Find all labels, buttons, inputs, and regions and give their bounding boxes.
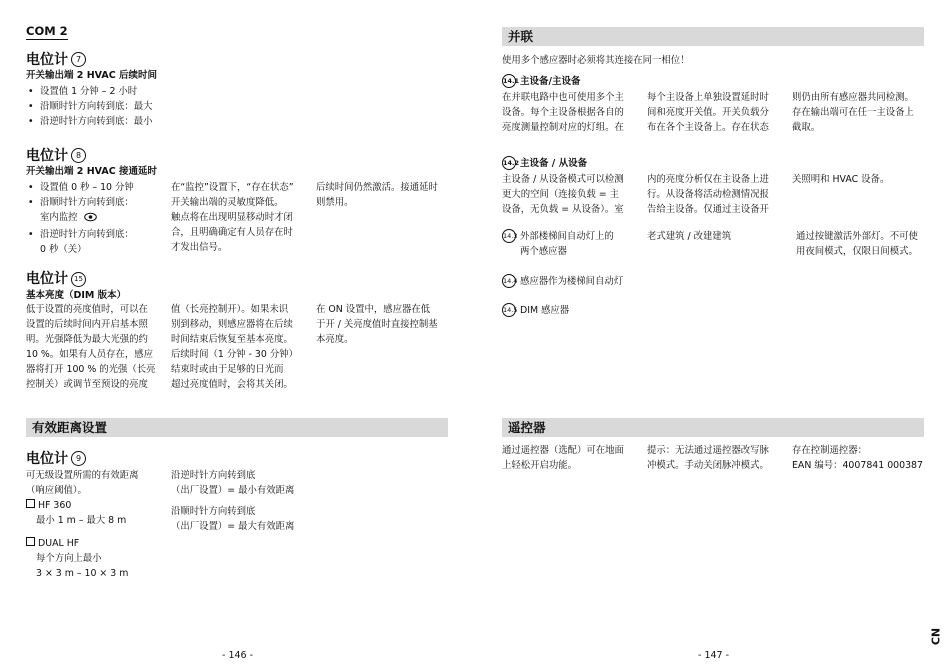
eye-icon [84,212,97,227]
poti8-col3 [316,180,451,210]
text-line: 值（长亮控制开）。如果未识 [171,304,289,315]
text-line: 沿顺时针方向转到底 [171,506,256,517]
text-line: 亮度测量控制对应的灯组。在 [502,122,624,133]
poti15-col3 [316,302,451,347]
text-line: 布在各个主设备上。存在状态 [647,122,769,133]
poti9-title-text: 电位计 [26,451,68,467]
poti8-title [26,145,86,165]
language-tab: CN [929,627,943,646]
poti8-col2 [171,180,306,255]
poti7-title [26,49,86,69]
text-line: 明。光强降低为最大光强的约 [26,334,148,345]
range-col2 [171,468,351,534]
text-line: 才发出信号。 [171,242,228,253]
text-line: 开关输出端的灵敏度降低。 [171,197,284,208]
text-line: （出厂设置）= 最大有效距离 [171,521,295,532]
text-line: 关照明和 HVAC 设备。 [792,174,890,185]
parallel-intro: 使用多个感应器时必须将其连接在同一相位！ [502,55,690,66]
poti15-number-circle: 15 [71,272,86,287]
poti8-title-text: 电位计 [26,148,68,164]
text-line: 则仍由所有感应器共同检测。 [792,92,914,103]
s141-col2 [647,90,779,135]
page-number-left: - 146 - [222,650,254,661]
list-item-sub [26,210,166,227]
s143-badge: 14.3 [502,229,516,243]
text-line: 存在控制遥控器： [792,445,868,456]
remote-col1 [502,443,637,473]
text-line: 10 %。如果有人员存在，感应 [26,349,153,360]
list-item-sub: 0 秒（关） [40,244,87,255]
poti15-col2 [171,302,306,392]
text-line: 提示：无法通过遥控器改写脉 [647,445,769,456]
text-line: 在并联电路中也可使用多个主 [502,92,624,103]
text-line: EAN 编号：4007841 000387 [792,460,923,471]
text-line: 触点将在出现明显移动时才闭 [171,212,293,223]
text-line: 用夜间模式，仅限日间模式。 [796,246,918,257]
sensor-icon [26,499,35,508]
text-line: 告给主设备。仅通过主设备开 [647,204,769,215]
text-line: 控制关）或调节至预设的亮度 [26,379,148,390]
text-line: 存在输出端可在任一主设备上 [792,107,914,118]
poti8-col1 [26,180,166,257]
text-line: 沿逆时针方向转到底 [171,470,256,481]
dual-hf-line [26,536,166,551]
section-bar-remote: 遥控器 [502,418,924,437]
text-line: 后续时间仍然激活。接通延时 [316,182,438,193]
text-line: 超过亮度值时，会将其关闭。 [171,379,293,390]
poti7-subtitle: 开关输出端 2 HVAC 后续时间 [26,70,158,81]
section-bar-parallel: 并联 [502,27,924,46]
text-line: 更大的空间（连接负载 = 主 [502,189,619,200]
text-line: 合，且明确确定有人员存在时 [171,227,293,238]
text-line: 在 ON 设置中，感应器在低 [316,304,431,315]
s145-badge: 14.5 [502,303,516,317]
s143-title-text: 外部楼梯间自动灯上的 [520,231,614,242]
s145-title [502,303,569,318]
s141-title [502,73,580,88]
poti15-title [26,268,86,288]
s143-col2: 老式建筑 / 改建建筑 [647,231,732,242]
text-line: 时间结束后恢复至基本亮度。 [171,334,293,345]
s143-title-line1 [502,229,637,244]
poti9-number-circle: 9 [71,451,86,466]
text-line: 别到移动，则感应器将在后续 [171,319,293,330]
text-line: 后续时间（1 分钟 - 30 分钟） [171,349,298,360]
poti8-number-circle: 8 [71,148,86,163]
s142-title [502,155,587,170]
text-line: 低于设置的亮度值时，可以在 [26,304,148,315]
right-page [475,0,950,670]
s142-col1 [502,172,634,217]
remote-col3 [792,443,937,473]
hf360-line [26,498,166,513]
text-line: 每个主设备上单独设置延时时 [647,92,769,103]
text-line: 间和亮度开关值。开关负载分 [647,107,769,118]
section-header-com2: COM 2 [26,24,68,38]
s142-col3 [792,172,927,187]
poti8-subtitle: 开关输出端 2 HVAC 接通延时 [26,166,158,177]
text-line: 设备。每个主设备根据各自的 [502,107,624,118]
poti7-number-circle: 7 [71,52,86,67]
list-item: • 沿顺时针方向转到底： [26,195,166,210]
hf360-value: 最小 1 m – 最大 8 m [36,515,127,526]
dual-hf-value-2: 3 × 3 m – 10 × 3 m [36,568,129,579]
hf360-label: HF 360 [38,500,72,511]
list-item: • 沿逆时针方向转到底： [26,227,166,242]
poti7-bullets [26,84,226,129]
s144-badge: 14.4 [502,274,516,288]
text-line: 器将打开 100 % 的光强（长亮 [26,364,156,375]
text-line: 冲模式。手动关闭脉冲模式。 [647,460,769,471]
text-line: 于开 / 关亮度值时直接控制基 [316,319,438,330]
remote-col2 [647,443,782,473]
text-line: 内的亮度分析仅在主设备上进 [647,174,769,185]
text-line: 截取。 [792,122,821,133]
s142-col2 [647,172,779,217]
text-line: 设置的后续时间内开启基本照 [26,319,148,330]
text-line: 主设备 / 从设备模式可以检测 [502,174,624,185]
list-item: • 设置值 1 分钟 – 2 小时 [26,84,226,99]
text-line: 通过遥控器（选配）可在地面 [502,445,624,456]
poti15-title-text: 电位计 [26,271,68,287]
list-item: • 设置值 0 秒 – 10 分钟 [26,180,166,195]
text-line: 结束时或由于足够的日光而 [171,364,284,375]
s141-badge: 14.1 [502,74,516,88]
text-line: 则禁用。 [316,197,354,208]
poti7-title-text: 电位计 [26,52,68,68]
dual-hf-label: DUAL HF [38,538,80,549]
text-line: 在“监控”设置下，“存在状态” [171,182,294,193]
s144-title [502,274,623,289]
range-col1 [26,468,166,581]
poti15-subtitle: 基本亮度（DIM 版本） [26,290,127,301]
text-line: 设备，无负载 = 从设备）。室 [502,204,624,215]
s141-col1 [502,90,634,135]
s145-title-text: DIM 感应器 [520,305,570,316]
s144-title-text: 感应器作为楼梯间自动灯 [520,276,624,287]
s143-title [502,229,637,259]
list-item: • 沿逆时针方向转到底：最小 [26,114,226,129]
s143-title-line2: 两个感应器 [520,246,567,257]
room-monitor-label: 室内监控 [40,212,78,223]
s141-title-text: 主设备/主设备 [520,76,581,87]
section-bar-range: 有效距离设置 [26,418,448,437]
s142-badge: 14.2 [502,156,516,170]
s143-col3 [796,229,928,259]
text-line: （响应阈值）。 [26,485,87,496]
s142-title-text: 主设备 / 从设备 [520,158,588,169]
list-item: • 沿顺时针方向转到底：最大 [26,99,226,114]
sensor-icon [26,537,35,546]
text-line: 可无级设置所需的有效距离 [26,470,139,481]
text-line: 上轻松开启功能。 [502,460,578,471]
text-line: 行。从设备将活动检测情况报 [647,189,769,200]
s141-col3 [792,90,927,135]
text-line: （出厂设置）= 最小有效距离 [171,485,295,496]
poti15-col1 [26,302,161,392]
spacer [26,528,166,536]
poti9-title [26,448,86,468]
text-line: 通过按键激活外部灯。不可使 [796,231,918,242]
dual-hf-value-1: 每个方向上最小 [36,553,102,564]
text-line: 本亮度。 [316,334,354,345]
page-number-right: - 147 - [698,650,730,661]
